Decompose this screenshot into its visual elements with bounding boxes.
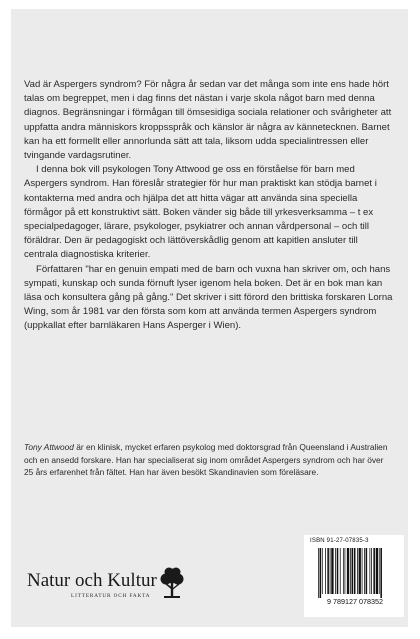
publisher-logo <box>27 567 187 607</box>
publisher-name: Natur och Kultur <box>27 570 157 591</box>
barcode-digits: 9 789127 078352 <box>327 597 383 606</box>
cover-blurb <box>24 78 394 334</box>
author-name: Tony Attwood <box>24 442 74 452</box>
isbn-label: ISBN 91-27-07835-3 <box>310 538 369 544</box>
tree-icon <box>159 567 185 601</box>
author-bio-paragraph <box>24 441 394 479</box>
barcode <box>312 548 398 606</box>
barcode-area <box>304 535 404 617</box>
publisher-tagline: LITTERATUR OCH FAKTA <box>71 593 151 599</box>
blurb-paragraph-1: Vad är Aspergers syndrom? För några år sedan var det många som inte ens hade hört talas om begreppet, men i dag finns det nästan i varje skola något barn med denna diagnos. Begränsningar i förmågan till ömsesidiga sociala relationer och svårigheter att uppfatta andra människors kroppsspråk och känslor är några av kännetecknen. Barnet kan ha ett formellt eller annorlunda sätt att tala, liksom udda specialintressen eller tvingande vardagsrutiner. <box>24 79 392 162</box>
blurb-paragraph-3: Författaren "har en genuin empati med de barn och vuxna han skriver om, och hans sympati, kunskap och sunda förnuft lyser igenom hela boken. Det är en bok man kan läsa och konsultera gång på gång." Det skriver i sitt förord den brittiska forskaren Lorna Wing, som år 1981 var den första som kom att använda termen Aspergers syndrom (uppkallat efter barnläkaren Hans Asperger i Wien). <box>24 263 393 332</box>
author-bio-text: är en klinisk, mycket erfaren psykolog med doktorsgrad från Queensland i Australien och en ansedd forskare. Han har specialiserat sig inom området Aspergers syndrom och har över 25 års erfarenhet från fältet. Han har även besökt Skandinavien som föreläsare. <box>24 442 388 477</box>
author-bio <box>24 441 394 479</box>
blurb-paragraph-2: I denna bok vill psykologen Tony Attwood ge oss en förståelse för barn med Aspergers syndrom. Han föreslår strategier för hur man praktiskt kan stödja barnet i kontakterna med andra och hjälpa det att hitta vägar att använda sina speciella förmågor på ett konstruktivt sätt. Boken vänder sig både till yrkesverksamma – t ex specialpedagoger, lärare, psykologer, psykiatrer och annan vårdpersonal – och till föräldrar. Den är pedagogiskt och lättöverskådlig genom att kapitlen ansluter till centrala diagnostiska kriterier. <box>24 164 377 261</box>
